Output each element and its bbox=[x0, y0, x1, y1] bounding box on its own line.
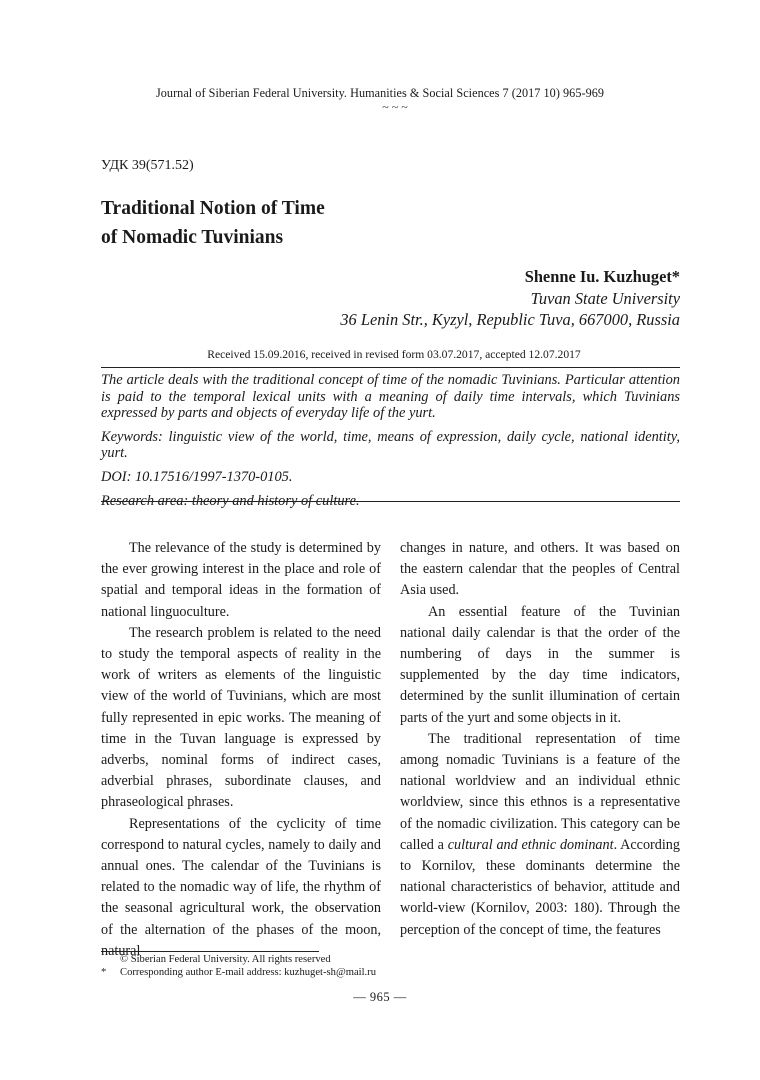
copyright-text: © Siberian Federal University. All rights reserved bbox=[120, 954, 331, 965]
paragraph-text: . According to Kornilov, these dominants determine the national characteristics of behavior, attitude and world-view (Kornilov, 2003: 180). Through the perception of the concept of time, the features bbox=[400, 836, 680, 938]
article-title-line-1: Traditional Notion of Time bbox=[101, 198, 325, 219]
header-ornament: ~ ~ ~ bbox=[382, 100, 408, 114]
article-title-line-2: of Nomadic Tuvinians bbox=[101, 227, 284, 248]
author-address: 36 Lenin Str., Kyzyl, Republic Tuva, 667000, Russia bbox=[340, 310, 680, 329]
body-paragraph: Representations of the cyclicity of time correspond to natural cycles, namely to daily and annual ones. The calendar of the Tuvinians is related to the nomadic way of life, the rhythm of the seasonal agricultural work, the observation of the alternation of the phases of the moon, natural bbox=[101, 815, 381, 959]
abstract-text: The article deals with the traditional concept of time of the nomadic Tuvinians. Particular attention is paid to the temporal lexical units with a meaning of daily time intervals, which Tuvinians expressed by parts and objects of everyday life of the yurt. bbox=[101, 372, 680, 422]
received-dates: Received 15.09.2016, received in revised form 03.07.2017, accepted 12.07.2017 bbox=[207, 348, 581, 361]
body-column-right bbox=[400, 538, 680, 941]
body-paragraph: An essential feature of the Tuvinian national daily calendar is that the order of the numbering of days in the summer is supplemented by the day time indicators, determined by the sunlit illumination of certain parts of the yurt and some objects in it. bbox=[400, 603, 680, 726]
doi: DOI: 10.17516/1997-1370-0105. bbox=[101, 468, 293, 485]
article-title bbox=[101, 194, 501, 252]
journal-header: Journal of Siberian Federal University. Humanities & Social Sciences 7 (2017 10) 965-969 bbox=[155, 86, 605, 100]
keywords: Keywords: linguistic view of the world, time, means of expression, daily cycle, national identity, yurt. bbox=[101, 428, 680, 462]
footnote-corresponding bbox=[101, 966, 376, 979]
body-paragraph: The relevance of the study is determined by the ever growing interest in the place and role of spatial and temporal ideas in the formation of national linguoculture. bbox=[101, 540, 381, 620]
abstract-top-rule bbox=[101, 367, 680, 368]
author-name: Shenne Iu. Kuzhuget* bbox=[524, 267, 680, 286]
body-column-left bbox=[101, 538, 381, 962]
body-paragraph bbox=[400, 729, 680, 941]
footnote-rule bbox=[101, 951, 319, 952]
body-paragraph-continuation: changes in nature, and others. It was based on the eastern calendar that the peoples of Central Asia used. bbox=[400, 540, 680, 599]
research-area: Research area: theory and history of culture. bbox=[101, 492, 360, 509]
page-number: — 965 — bbox=[353, 990, 407, 1004]
author-block bbox=[340, 266, 680, 331]
corresponding-author-text: Corresponding author E-mail address: kuzhuget-sh@mail.ru bbox=[120, 967, 377, 978]
abstract-bottom-rule bbox=[101, 501, 680, 502]
emphasized-term: cultural and ethnic dominant bbox=[447, 836, 614, 853]
asterisk-mark: * bbox=[101, 967, 107, 978]
udk-code: УДК 39(571.52) bbox=[101, 158, 194, 173]
footnote-copyright bbox=[101, 953, 331, 966]
body-paragraph: The research problem is related to the need to study the temporal aspects of reality in the work of writers as elements of the linguistic view of the world of Tuvinians, which are most fully represented in epic works. The meaning of time in the Tuvan language is expressed by adverbs, nominal forms of indirect cases, adverbial phrases, subordinate clauses, and phraseological phrases. bbox=[101, 624, 381, 811]
author-institution: Tuvan State University bbox=[530, 288, 680, 308]
abstract-block bbox=[101, 372, 680, 516]
paragraph-text: The traditional representation of time among nomadic Tuvinians is a feature of the national worldview and an individual ethnic worldview, since this ethnos is a representative of the nomadic civilization. This category can be called a bbox=[400, 730, 680, 853]
